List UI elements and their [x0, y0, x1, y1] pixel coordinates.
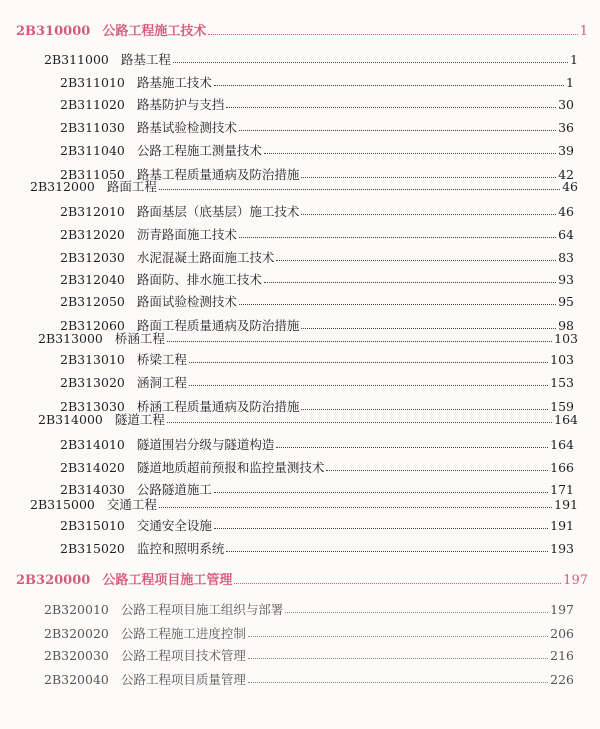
toc-entry[interactable]	[60, 143, 574, 158]
toc-entry-code: 2B312020	[60, 227, 125, 242]
toc-entry[interactable]	[38, 331, 578, 346]
dot-leader	[285, 612, 548, 613]
toc-entry-code: 2B320010	[44, 602, 109, 617]
dot-leader	[234, 583, 561, 584]
toc-entry[interactable]	[60, 75, 574, 90]
toc-entry-code: 2B310000	[16, 24, 91, 39]
dot-leader	[167, 341, 552, 342]
dot-leader	[167, 422, 552, 423]
dot-leader	[301, 409, 548, 410]
toc-entry-title: 路面试验检测技术	[136, 294, 237, 309]
toc-entry-page-number: 191	[550, 518, 574, 533]
toc-entry-title: 隧道地质超前预报和监控量测技术	[136, 460, 325, 475]
toc-entry-title: 桥涵工程质量通病及防治措施	[136, 399, 300, 414]
toc-entry-code: 2B312050	[60, 294, 125, 309]
toc-entry-code: 2B313000	[38, 331, 103, 346]
dot-leader	[226, 551, 548, 552]
dot-leader	[239, 237, 556, 238]
toc-entry[interactable]	[60, 120, 574, 135]
toc-entry-page-number: 46	[558, 204, 574, 219]
toc-entry[interactable]	[60, 518, 574, 533]
dot-leader	[214, 492, 548, 493]
toc-entry[interactable]	[16, 573, 588, 588]
toc-entry-page-number: 164	[554, 412, 578, 427]
dot-leader	[159, 507, 552, 508]
toc-entry-code: 2B313010	[60, 352, 125, 367]
toc-entry-page-number: 98	[558, 318, 574, 333]
toc-entry-page-number: 46	[562, 179, 578, 194]
toc-entry-page-number: 103	[554, 331, 578, 346]
toc-entry[interactable]	[60, 227, 574, 242]
toc-entry-page-number: 153	[550, 375, 574, 390]
dot-leader	[214, 85, 564, 86]
toc-entry-code: 2B312000	[30, 179, 95, 194]
toc-entry-title: 路基防护与支挡	[136, 97, 225, 112]
toc-entry[interactable]	[44, 672, 574, 687]
toc-entry[interactable]	[60, 541, 574, 556]
toc-entry-title: 公路工程项目技术管理	[120, 648, 246, 663]
toc-entry-code: 2B320020	[44, 626, 109, 641]
toc-entry[interactable]	[60, 294, 574, 309]
toc-entry-page-number: 95	[558, 294, 574, 309]
toc-entry[interactable]	[38, 412, 578, 427]
toc-entry-title: 公路工程施工测量技术	[136, 143, 262, 158]
toc-entry-title: 监控和照明系统	[136, 541, 225, 556]
toc-entry-page-number: 206	[550, 626, 574, 641]
toc-entry-title: 路基试验检测技术	[136, 120, 237, 135]
toc-entry-code: 2B315020	[60, 541, 125, 556]
dot-leader	[189, 385, 548, 386]
toc-entry[interactable]	[30, 497, 578, 512]
toc-entry-title: 水泥混凝土路面施工技术	[136, 250, 275, 265]
dot-leader	[301, 177, 556, 178]
toc-entry-code: 2B311040	[60, 143, 125, 158]
dot-leader	[189, 362, 548, 363]
toc-entry[interactable]	[44, 648, 574, 663]
toc-entry-code: 2B312030	[60, 250, 125, 265]
dot-leader	[239, 130, 556, 131]
toc-entry-code: 2B314010	[60, 437, 125, 452]
toc-entry-code: 2B312040	[60, 272, 125, 287]
toc-entry-title: 隧道围岩分级与隧道构造	[136, 437, 275, 452]
toc-entry-code: 2B311000	[44, 52, 109, 67]
toc-entry-page-number: 226	[550, 672, 574, 687]
toc-entry[interactable]	[60, 460, 574, 475]
toc-entry-page-number: 64	[558, 227, 574, 242]
toc-entry-page-number: 1	[566, 75, 574, 90]
toc-entry-code: 2B320040	[44, 672, 109, 687]
toc-entry-page-number: 197	[550, 602, 574, 617]
toc-entry-code: 2B311030	[60, 120, 125, 135]
toc-entry-page-number: 193	[550, 541, 574, 556]
dot-leader	[326, 470, 548, 471]
toc-entry-title: 桥梁工程	[136, 352, 187, 367]
toc-entry[interactable]	[44, 602, 574, 617]
toc-entry[interactable]	[60, 272, 574, 287]
toc-entry-page-number: 93	[558, 272, 574, 287]
toc-entry-title: 路基工程	[120, 52, 171, 67]
toc-entry-page-number: 1	[579, 24, 588, 39]
toc-entry-code: 2B311020	[60, 97, 125, 112]
toc-entry-page-number: 164	[550, 437, 574, 452]
toc-entry-code: 2B315000	[30, 497, 95, 512]
toc-entry-code: 2B320000	[16, 573, 91, 588]
dot-leader	[276, 447, 548, 448]
toc-entry-page-number: 1	[570, 52, 578, 67]
toc-entry-code: 2B315010	[60, 518, 125, 533]
toc-entry-page-number: 39	[558, 143, 574, 158]
toc-entry[interactable]	[16, 24, 588, 39]
dot-leader	[159, 189, 560, 190]
dot-leader	[226, 107, 556, 108]
dot-leader	[248, 658, 548, 659]
dot-leader	[301, 214, 556, 215]
toc-entry-code: 2B313030	[60, 399, 125, 414]
toc-entry-title: 路面工程质量通病及防治措施	[136, 318, 300, 333]
toc-entry-code: 2B314030	[60, 482, 125, 497]
toc-entry[interactable]	[60, 437, 574, 452]
toc-entry[interactable]	[60, 204, 574, 219]
toc-entry-page-number: 42	[558, 167, 574, 182]
toc-entry[interactable]	[60, 250, 574, 265]
toc-entry-page-number: 103	[550, 352, 574, 367]
dot-leader	[173, 62, 568, 63]
toc-entry-code: 2B314020	[60, 460, 125, 475]
toc-entry-title: 沥青路面施工技术	[136, 227, 237, 242]
toc-entry-page-number: 197	[563, 573, 588, 588]
toc-entry[interactable]	[44, 52, 578, 67]
dot-leader	[248, 682, 548, 683]
toc-entry-title: 公路工程项目质量管理	[120, 672, 246, 687]
toc-entry-title: 路面基层（底基层）施工技术	[136, 204, 300, 219]
toc-entry[interactable]	[60, 482, 574, 497]
dot-leader	[239, 304, 556, 305]
toc-entry-title: 公路工程施工技术	[102, 24, 207, 39]
toc-entry-code: 2B313020	[60, 375, 125, 390]
dot-leader	[276, 260, 556, 261]
toc-entry-title: 交通工程	[106, 497, 157, 512]
dot-leader	[264, 282, 556, 283]
toc-entry[interactable]	[44, 626, 574, 641]
toc-entry-code: 2B312010	[60, 204, 125, 219]
toc-entry-title: 隧道工程	[114, 412, 165, 427]
toc-entry-code: 2B312060	[60, 318, 125, 333]
toc-entry-title: 路面防、排水施工技术	[136, 272, 262, 287]
toc-entry-page-number: 30	[558, 97, 574, 112]
toc-entry-title: 涵洞工程	[136, 375, 187, 390]
toc-entry-code: 2B320030	[44, 648, 109, 663]
toc-entry-title: 桥涵工程	[114, 331, 165, 346]
toc-entry-page-number: 159	[550, 399, 574, 414]
dot-leader	[301, 328, 556, 329]
toc-entry-title: 交通安全设施	[136, 518, 212, 533]
toc-entry[interactable]	[60, 352, 574, 367]
toc-entry-title: 公路工程项目施工管理	[102, 573, 233, 588]
toc-entry-title: 公路隧道施工	[136, 482, 212, 497]
toc-entry-code: 2B314000	[38, 412, 103, 427]
toc-entry-page-number: 83	[558, 250, 574, 265]
toc-entry-title: 公路工程施工进度控制	[120, 626, 246, 641]
toc-entry-code: 2B311050	[60, 167, 125, 182]
toc-entry-page-number: 171	[550, 482, 574, 497]
toc-entry-title: 路面工程	[106, 179, 157, 194]
toc-entry-page-number: 191	[554, 497, 578, 512]
toc-entry-page-number: 166	[550, 460, 574, 475]
toc-entry-title: 公路工程项目施工组织与部署	[120, 602, 284, 617]
toc-entry[interactable]	[60, 375, 574, 390]
toc-entry-page-number: 36	[558, 120, 574, 135]
toc-entry[interactable]	[60, 97, 574, 112]
dot-leader	[248, 636, 548, 637]
toc-entry-page-number: 216	[550, 648, 574, 663]
dot-leader	[208, 34, 577, 35]
dot-leader	[214, 528, 548, 529]
toc-entry-title: 路基工程质量通病及防治措施	[136, 167, 300, 182]
toc-entry[interactable]	[30, 179, 578, 194]
dot-leader	[264, 153, 556, 154]
toc-entry-title: 路基施工技术	[136, 75, 212, 90]
toc-entry-code: 2B311010	[60, 75, 125, 90]
